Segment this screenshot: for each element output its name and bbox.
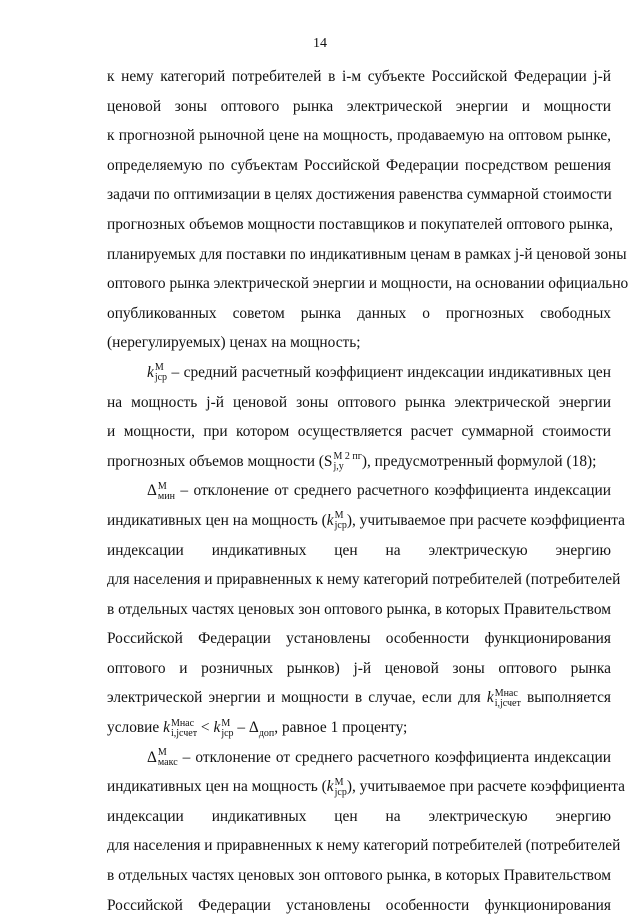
- definition-delta-min: [107, 476, 625, 742]
- text-line: и мощности, при котором осуществляется расчет суммарной стоимости: [107, 423, 611, 441]
- k-letter: k: [163, 719, 170, 737]
- definition-delta-max: [107, 743, 625, 920]
- k-nas-sub: i,jсчет: [494, 697, 521, 709]
- delta-sub: мин: [157, 490, 175, 502]
- text-line: индексации индикативных цен на электрическую энергию: [107, 541, 611, 559]
- text-line: оптового рынка электрической энергии и мощности, на основании официально: [107, 275, 629, 293]
- k-indices: [221, 719, 233, 739]
- k-symbol: [147, 362, 168, 384]
- delta-sub: макс: [157, 757, 178, 769]
- k-indices: [335, 511, 347, 531]
- k-nas-sup: Мнас: [494, 687, 518, 699]
- text-line: на мощность j-й ценовой зоны оптового рынка электрической энергии: [107, 393, 611, 411]
- text-line: в отдельных частях ценовых зон оптового рынка, в которых Правительством: [107, 600, 611, 618]
- text-line: (нерегулируемых) ценах на мощность;: [107, 334, 361, 352]
- k-letter: k: [486, 689, 494, 707]
- text-line: [107, 506, 625, 536]
- text-line: Российской Федерации установлены особенности функционирования: [107, 896, 611, 914]
- text-line: к нему категорий потребителей в i-м субъекте Российской Федерации j-й: [107, 68, 611, 85]
- page-number: 14: [313, 36, 327, 51]
- text-fragment: индикативных цен на мощность (: [107, 511, 327, 529]
- text-line: [107, 743, 611, 773]
- text-fragment: условие: [107, 719, 164, 737]
- delta-max-symbol: [147, 747, 178, 769]
- text-line: ценовой зоны оптового рынка электрической энергии и мощности: [107, 97, 611, 115]
- k-ref: [326, 510, 347, 532]
- k-nas-symbol: [486, 687, 521, 709]
- delta-letter: Δ: [147, 482, 157, 500]
- text-line: [107, 476, 611, 506]
- delta-max-indices: [158, 748, 178, 768]
- text-line: планируемых для поставки по индикативным ценам в рамках j-й ценовой зоны: [107, 245, 627, 263]
- delta-sup: М: [157, 747, 167, 759]
- text-fragment: – отклонение от среднего расчетного коэффициента индексации: [174, 482, 611, 500]
- text-line: задачи по оптимизации в целях достижения равенства суммарной стоимости: [107, 186, 612, 204]
- text-line: [107, 772, 625, 802]
- k-letter: k: [326, 511, 334, 529]
- definition-k-text: – средний расчетный коэффициент индексации индикативных цен: [167, 363, 611, 381]
- delta-letter: Δ: [147, 748, 157, 766]
- text-line: опубликованных советом рынка данных о прогнозных свободных: [107, 304, 611, 322]
- text-fragment: , равное 1 проценту;: [274, 719, 408, 737]
- text-line: прогнозных объемов мощности поставщиков и покупателей оптового рынка,: [107, 215, 614, 233]
- delta-dop-sub: доп: [258, 728, 275, 740]
- text-line: Российской Федерации установлены особенности функционирования: [107, 630, 611, 648]
- k-ref: [213, 717, 234, 739]
- k-nas-sub: i,jсчет: [170, 727, 198, 739]
- k-sub: jср: [154, 372, 168, 384]
- k-letter: k: [326, 778, 334, 796]
- text-fragment: индикативных цен на мощность (: [107, 778, 327, 796]
- paragraph-continued: [107, 62, 629, 358]
- text-line: индексации индикативных цен на электрическую энергию: [107, 807, 611, 825]
- text-fragment: ), учитываемое при расчете коэффициента: [346, 511, 625, 529]
- k-indices: [155, 363, 167, 383]
- text-line: [107, 358, 611, 388]
- text-line: для населения и приравненных к нему категорий потребителей (потребителей: [107, 837, 621, 855]
- k-nas-sup: Мнас: [170, 717, 195, 729]
- text-fragment: ), предусмотренный формулой (18);: [361, 452, 597, 470]
- k-sub: jср: [334, 520, 347, 532]
- text-line: [107, 713, 611, 743]
- text-line: к прогнозной рыночной цене на мощность, продаваемую на оптовом рынке,: [107, 127, 611, 145]
- text-fragment: прогнозных объемов мощности (S: [107, 452, 333, 470]
- k-sub: jср: [334, 786, 347, 798]
- k-letter: k: [147, 363, 154, 381]
- delta-min-symbol: [147, 480, 175, 502]
- text-fragment: – Δ: [233, 719, 259, 737]
- text-line: в отдельных частях ценовых зон оптового рынка, в которых Правительством: [107, 867, 611, 885]
- text-line: [107, 447, 611, 477]
- text-fragment: ), учитываемое при расчете коэффициента: [346, 778, 625, 796]
- k-indices: [335, 778, 347, 798]
- delta-sup: М: [157, 480, 167, 492]
- k-ref: [326, 776, 347, 798]
- S-indices: [333, 452, 361, 472]
- text-fragment: <: [197, 719, 214, 737]
- k-nas-symbol: [163, 717, 198, 739]
- text-fragment: выполняется: [520, 689, 611, 707]
- text-fragment: электрической энергии и мощности в случае, если для: [107, 689, 487, 707]
- k-sup: М: [334, 510, 344, 522]
- k-sup: М: [334, 776, 344, 788]
- text-fragment: – отклонение от среднего расчетного коэффициента индексации: [177, 748, 611, 766]
- text-line: [107, 683, 611, 713]
- text-line: определяемую по субъектам Российской Федерации посредством решения: [107, 156, 611, 174]
- k-letter: k: [213, 719, 221, 737]
- k-sup: М: [221, 717, 231, 729]
- k-nas-indices: [495, 689, 521, 709]
- delta-min-indices: [158, 482, 175, 502]
- text-line: для населения и приравненных к нему категорий потребителей (потребителей: [107, 571, 621, 589]
- k-sup: М: [154, 362, 164, 374]
- definition-k: [107, 358, 611, 476]
- k-nas-indices: [171, 719, 197, 739]
- text-line: оптового и розничных рынков) j-й ценовой зоны оптового рынка: [107, 659, 611, 677]
- document-body: [107, 62, 629, 920]
- S-sup: М 2 пг: [333, 451, 362, 463]
- S-sub: j,y: [333, 461, 344, 473]
- k-sub: jср: [221, 727, 234, 739]
